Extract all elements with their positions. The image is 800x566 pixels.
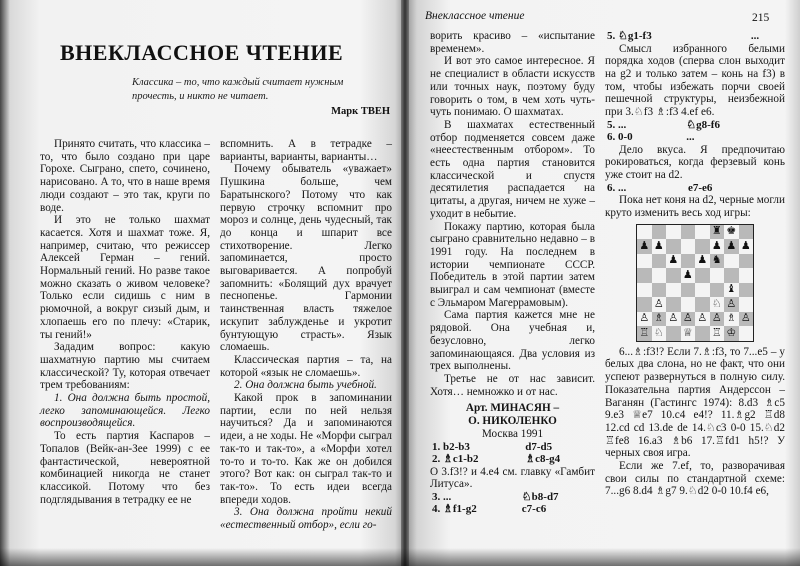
chapter-title: ВНЕКЛАССНОЕ ЧТЕНИЕ: [60, 40, 344, 65]
chess-square: [739, 326, 754, 341]
chess-piece-square: ♟: [695, 254, 710, 269]
right-page: [405, 0, 800, 566]
chess-piece-square: ♔: [724, 326, 739, 341]
move-black: ...: [750, 30, 760, 42]
move-row: [430, 453, 595, 466]
chess-diagram: [636, 224, 754, 342]
chess-square: [710, 283, 725, 298]
paragraph: вспомнить. А в тетрадке – варианты, варианты, варианты…: [220, 138, 392, 163]
requirement-2: 2. Она должна быть учебной.: [234, 379, 377, 392]
chess-piece-square: ♟: [739, 239, 754, 254]
chess-square: [695, 239, 710, 254]
chess-square: [652, 225, 667, 240]
move-row: [605, 131, 785, 144]
move-white: 6. 0-0: [607, 131, 633, 144]
chess-square: [695, 283, 710, 298]
game-black-player: О. НИКОЛЕНКО: [468, 415, 557, 428]
chess-piece-square: ♕: [681, 326, 696, 341]
chess-square: [724, 254, 739, 269]
epigraph: Классика – то, что каждый считает нужным прочесть, и никто не читает.: [132, 77, 344, 102]
move-row: [430, 503, 595, 516]
chess-square: [666, 283, 681, 298]
move-black: ...: [686, 131, 695, 144]
chess-piece-square: ♞: [710, 254, 725, 269]
moves-table-a: [430, 441, 595, 466]
move-row: [430, 441, 595, 454]
move-note: О 3.f3!? и 4.e4 см. главку «Гамбит Литуса».: [430, 465, 595, 491]
chess-piece-square: ♙: [739, 312, 754, 327]
paragraph: Третье не от нас зависит. Хотя… немножко и от нас.: [430, 372, 595, 398]
paragraph: То есть партия Каспаров – Топалов (Вейк-ан-Зее 1999) с ее фантастической, невероятной комбинацией никогда не станет классикой. Потому что без подглядывания в тетрадку ее не: [40, 430, 210, 506]
right-column-2: [605, 30, 785, 550]
chess-square: [681, 297, 696, 312]
paragraph: Сама партия кажется мне не рядовой. Она учебная и, безусловно, легко запоминающаяся. Два условия из трех выполнены.: [430, 309, 595, 373]
chess-square: [666, 239, 681, 254]
game-white-player: Арт. МИНАСЯН –: [465, 402, 560, 415]
left-column-2: [220, 138, 392, 550]
chess-square: [681, 283, 696, 298]
move-row: [605, 119, 785, 132]
chess-piece-square: ♗: [724, 312, 739, 327]
moves-table-b: [430, 491, 595, 516]
paragraph: Почему обыватель «уважает» Пушкина больше, чем Баратынского? Потому что как первую строчку вспомнит про мороз и солнце, день чудесный, так до конца и шпарит все стихотворение. Легко запоминается, просто выговаривается. А попробуй запомнить: «Болящий дух врачует песнопенье. Гармонии таинственная власть тяжелое искупит заблужденье и укротит бунтующую страсть». Язык сломаешь.: [220, 163, 392, 354]
chess-piece-square: ♙: [666, 312, 681, 327]
chess-square: [739, 283, 754, 298]
moves-table-d: [605, 119, 785, 144]
chess-square: [666, 297, 681, 312]
move-white: 1. b2-b3: [432, 440, 470, 453]
chess-piece-square: ♟: [652, 239, 667, 254]
chess-square: [666, 268, 681, 283]
move-row: [605, 30, 785, 43]
paragraph: Какой прок в запоминании партии, если по ней нельзя научиться? Да и запоминаются идеи, а не ходы. Не «Морфи сыграл так-то и так-то», а «Морфи хотел то-то и то-то. Как же он добился этого? Вот как: он сыграл так-то и так-то». То есть идеи всегда впереди ходов.: [220, 392, 392, 506]
paragraph: Принято считать, что классика – то, что было создано при царе Горохе. Сыграно, спето, сочинено, нарисовано. А то, что в наше время люди создают – это так, круги по воде.: [40, 138, 210, 214]
chess-square: [652, 268, 667, 283]
game-place: Москва 1991: [481, 427, 544, 440]
move-note: Дело вкуса. Я предпочитаю рокироваться, когда ферзевый конь уже стоит на d2.: [605, 143, 785, 182]
move-black: ♗c8-g4: [525, 453, 561, 465]
page-number: 215: [752, 12, 770, 24]
move-note: Пока нет коня на d2, черные могли круто изменить весь ход игры:: [605, 194, 785, 220]
chess-square: [666, 225, 681, 240]
chess-square: [695, 225, 710, 240]
chess-square: [681, 239, 696, 254]
requirement-1: 1. Она должна быть простой, легко запоминающейся. Легко воспроизводящейся.: [40, 392, 210, 430]
chess-square: [695, 297, 710, 312]
chess-square: [637, 283, 652, 298]
move-note: Если же 7.ef, то, разворачивая свои силы по стандартной схеме: 7...g6 8.d4 ♗g7 9.♘d2 0-0 10.f4 e6,: [605, 460, 785, 498]
move-black: ♘b8-d7: [521, 490, 559, 503]
chess-piece-square: ♙: [681, 312, 696, 327]
paragraph: И вот это самое интересное. Я не специалист в области искусств или точных наук, поэтому буду говорить о том, в чем хоть чуть-чуть понимаю. О шахматах.: [430, 55, 595, 119]
left-column-1: [40, 138, 210, 550]
chess-square: [637, 297, 652, 312]
chess-piece-square: ♙: [710, 312, 725, 327]
chess-square: [710, 268, 725, 283]
chess-piece-square: ♝: [724, 283, 739, 298]
chess-square: [681, 225, 696, 240]
page-bottom-shadow: [0, 548, 800, 566]
chess-piece-square: ♟: [666, 254, 681, 269]
chess-piece-square: ♘: [652, 326, 667, 341]
chess-piece-square: ♙: [637, 312, 652, 327]
chess-square: [652, 283, 667, 298]
chess-piece-square: ♙: [695, 312, 710, 327]
chess-piece-square: ♟: [681, 268, 696, 283]
chess-square: [637, 225, 652, 240]
paragraph: В шахматах естественный отбор подменяется совсем даже «неестественным отбором». То есть одна партия становится классической и спустя десятилетия распадается на цитаты, а другая, ничем не хуже – уходит в небытие.: [430, 118, 595, 220]
move-white: 2. ♗c1-b2: [432, 453, 479, 465]
move-black: d7-d5: [525, 440, 553, 453]
chess-piece-square: ♟: [710, 239, 725, 254]
chess-square: [666, 326, 681, 341]
book-gutter: [401, 0, 409, 566]
move-white: 4. ♗f1-g2: [432, 503, 477, 516]
move-black: c7-c6: [521, 503, 547, 516]
chess-piece-square: ♙: [724, 297, 739, 312]
chess-square: [739, 297, 754, 312]
chess-square: [637, 268, 652, 283]
move-black: e7-e6: [687, 181, 713, 194]
chess-square: [739, 254, 754, 269]
move-black: ♘g8-f6: [686, 118, 720, 131]
chess-square: [739, 268, 754, 283]
chess-piece-square: ♙: [652, 297, 667, 312]
move-note: 6...♗:f3!? Если 7.♗:f3, то 7...e5 – у белых два слона, но не факт, что они успеют развернуться в полную силу. Показательна партия Андерссон – Ваганян (Гастингс 1974): 8.d3 ♗c5 9.e3 ♕e7 10.c4 e4!? 11.♗g2 ♖d8 12.cd cd 13.de de 14.♘c3 0-0 15.♘d2 ♖fe8 16.a3 ♗b6 17.♖fd1 h5!? У черных своя игра.: [605, 345, 785, 460]
chess-piece-square: ♗: [652, 312, 667, 327]
move-white: 5. ♘g1-f3: [607, 30, 652, 42]
chess-square: [724, 268, 739, 283]
chess-square: [652, 254, 667, 269]
move-row: [430, 491, 595, 504]
move-white: 3. ...: [432, 490, 452, 503]
chess-piece-square: ♖: [637, 326, 652, 341]
chess-square: [739, 225, 754, 240]
chess-square: [695, 326, 710, 341]
right-column-1: [430, 30, 595, 550]
moves-table-c: [605, 30, 785, 43]
requirement-3: 3. Она должна пройти некий «естественный отбор», если го-: [220, 506, 392, 532]
paragraph: Покажу партию, которая была сыграно сравнительно недавно – в 1991 году. На последнем в истории чемпионате СССР. Победитель в этой партии затем выиграл и сам чемпионат (вместе с Эльмаром Магеррамовым).: [430, 220, 595, 309]
paragraph: Классическая партия – та, на которой «язык не сломаешь».: [220, 353, 392, 379]
move-white: 5. ...: [607, 118, 627, 131]
chess-square: [695, 268, 710, 283]
move-note: Смысл избранного белыми порядка ходов (сперва слон выходит на g2 и только затем – конь на f3) в том, чтобы избежать порчи своей пешечной структуры, неизбежной при 3.♘f3 ♗:f3 4.ef e6.: [605, 42, 785, 119]
running-head: Внеклассное чтение: [425, 10, 525, 22]
moves-table-e: [605, 182, 785, 195]
chess-square: [681, 254, 696, 269]
chess-piece-square: ♟: [637, 239, 652, 254]
move-white: 6. ...: [607, 181, 627, 194]
paragraph: И это не только шахмат касается. Хотя и шахмат тоже. Я, например, считаю, что режиссер Алексей Герман – гений. Нормальный гений. Но разве такое можно сказать о живом человеке? Только если сидишь с ним в рюмочной, а вокруг сизый дым, и хлопаешь его по плечу: «Старик, ты гений!»: [40, 214, 210, 341]
move-row: [605, 182, 785, 195]
epigraph-author: Марк ТВЕН: [331, 106, 390, 117]
paragraph: ворить красиво – «испытание временем».: [430, 30, 595, 55]
chess-piece-square: ♖: [710, 326, 725, 341]
chess-piece-square: ♟: [724, 239, 739, 254]
chess-piece-square: ♘: [710, 297, 725, 312]
paragraph: Зададим вопрос: какую шахматную партию мы считаем классической? Ту, которая отвечает трем требованиям:: [40, 341, 210, 392]
chess-square: [637, 254, 652, 269]
chess-piece-square: ♚: [724, 225, 739, 240]
chess-piece-square: ♜: [710, 225, 725, 240]
